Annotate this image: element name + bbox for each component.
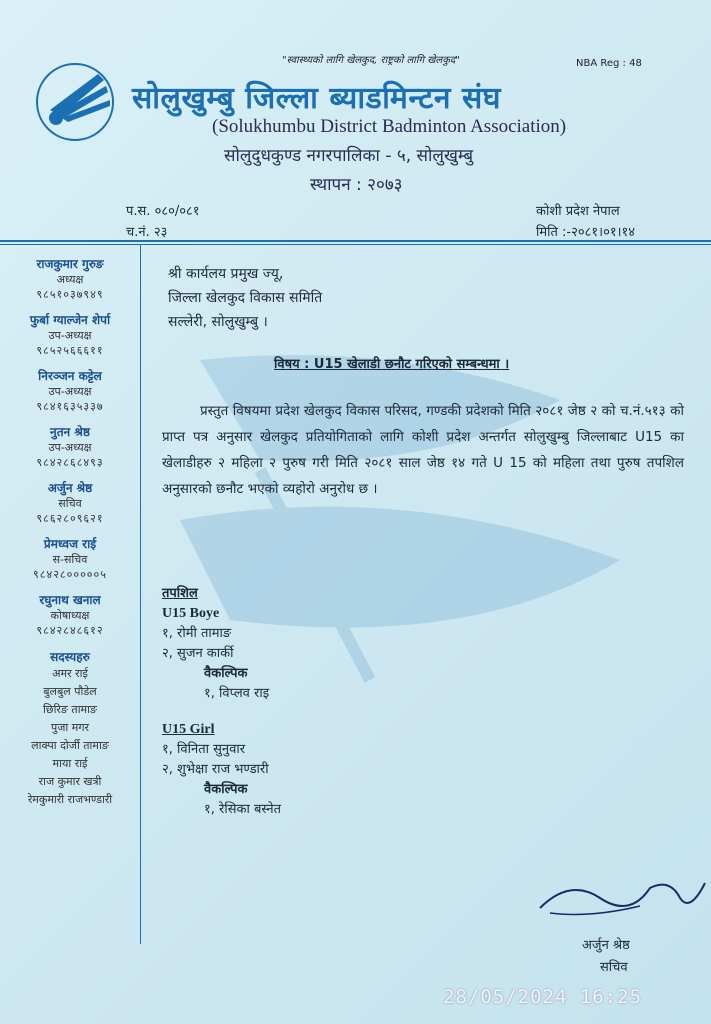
player-item: १, विनिता सुनुवार [162, 742, 246, 757]
member-name: अर्जुन श्रेष्ठ [47, 481, 93, 495]
alternate-label: वैकल्पिक [204, 782, 248, 797]
member-name: राजकुमार गुरुङ [36, 257, 104, 271]
member-name: प्रेमध्वज राई [43, 537, 97, 551]
member-list-item: अमर राई [52, 667, 88, 680]
association-title-nepali: सोलुखुम्बु जिल्ला ब्याडमिन्टन संघ [132, 81, 501, 116]
handwritten-signature [530, 868, 710, 928]
member-phone: ९८६२८०९६२१ [36, 512, 104, 525]
member-role: सचिव [58, 497, 82, 510]
details-heading: तपशिल [162, 586, 198, 601]
member-name: रघुनाथ खनाल [39, 593, 101, 607]
member-list-item: छिरिङ तामाङ [43, 703, 97, 716]
sidebar-divider [140, 244, 141, 944]
member-entry [0, 255, 140, 302]
member-role: अध्यक्ष [56, 273, 84, 286]
signatory-role: सचिव [600, 960, 628, 975]
member-list-item: राज कुमार खत्री [38, 775, 102, 788]
shuttlecock-logo-icon [20, 60, 130, 142]
established-year: स्थापन : २०७३ [310, 175, 403, 195]
member-entry [0, 479, 140, 526]
alternate-label: वैकल्पिक [204, 666, 248, 681]
member-phone: ९८४२८०००००५ [33, 568, 107, 581]
letter-subject: विषय : U15 खेलाडी छनौट गरिएको सम्बन्धमा । [274, 357, 510, 372]
address: सोलुदुधकुण्ड नगरपालिका - ५, सोलुखुम्बु [224, 146, 474, 166]
recipient-block [168, 262, 322, 334]
member-list-item: पुजा मगर [50, 721, 90, 734]
member-name: निरञ्जन कट्टेल [38, 369, 102, 383]
members-heading: सदस्यहरु [50, 650, 90, 664]
letter-date: मिति :-२०८१।०१।१४ [536, 225, 636, 240]
letter-body: प्रस्तुत विषयमा प्रदेश खेलकुद विकास परिसद, गण्डकी प्रदेशको मिति २०८१ जेष्ठ २ को च.नं.५१३ को प्राप्त पत्र अनुसार खेलकुद प्रतियोगिताको लागि कोशी प्रदेश अन्तर्गत सोलुखुम्बु जिल्लाबाट U15 का खेलाडीहरु २ महिला २ पुरुष गरी मिति २०८१ साल जेष्ठ १४ गते U 15 को महिला तथा पुरुष तपशिल अनुसारको छनौट भएको व्यहोरो अनुरोध छ । [162, 403, 684, 497]
player-item: २, सुजन कार्की [162, 646, 234, 661]
member-list-item: बुलबुल पौडेल [43, 685, 97, 698]
member-role: उप-अध्यक्ष [48, 385, 92, 398]
signatory-name: अर्जुन श्रेष्ठ [582, 938, 630, 953]
member-entry [0, 535, 140, 582]
member-list-item: माया राई [52, 757, 88, 770]
committee-sidebar [0, 255, 140, 809]
alternate-player-item: १, रेसिका बस्नेत [204, 802, 281, 817]
registration-number: NBA Reg : 48 [576, 58, 642, 69]
member-list-item: लाक्पा दोर्जी तामाङ [31, 739, 109, 752]
header-divider [0, 240, 711, 242]
member-entry [0, 423, 140, 470]
member-phone: ९८४२८४८६१२ [36, 624, 104, 637]
member-entry [0, 367, 140, 414]
member-role: उप-अध्यक्ष [48, 329, 92, 342]
member-phone: ९८५२५६६६११ [36, 344, 104, 357]
member-name: फुर्बा ग्याल्जेन शेर्पा [29, 313, 111, 327]
recipient-line: जिल्ला खेलकुद विकास समिति [168, 290, 323, 306]
player-item: १, रोमी तामाङ [162, 626, 232, 641]
member-phone: ९८५१०३७९४९ [36, 288, 104, 301]
member-entry [0, 591, 140, 638]
member-list-item: रेमकुमारी राजभण्डारी [27, 793, 113, 806]
member-phone: ९८४२८६८४९३ [36, 456, 104, 469]
member-name: नुतन श्रेष्ठ [50, 425, 90, 439]
alternate-player-item: १, विप्लव राइ [204, 686, 270, 701]
slogan: "स्वास्थ्यको लागि खेलकुद, राष्ट्रको लागि खेलकुद" [282, 55, 460, 66]
girls-group-label: U15 Girl [162, 722, 215, 737]
header-divider-thin [0, 244, 711, 245]
member-phone: ९८४१६३५३३७ [36, 400, 104, 413]
association-title-english: (Solukhumbu District Badminton Association) [212, 116, 567, 137]
player-item: २, शुभेक्षा राज भण्डारी [162, 762, 269, 777]
member-entry [0, 311, 140, 358]
member-role: उप-अध्यक्ष [48, 441, 92, 454]
reference-ps: प.स. ०८०/०८१ [126, 204, 200, 219]
province: कोशी प्रदेश नेपाल [536, 204, 620, 219]
member-role: कोषाध्यक्ष [50, 609, 90, 622]
photo-timestamp: 28/05/2024 16:25 [443, 986, 643, 1008]
boys-group-label: U15 Boye [162, 606, 220, 621]
recipient-line: श्री कार्यलय प्रमुख ज्यू, [168, 266, 284, 282]
reference-chn: च.नं. २३ [126, 225, 168, 240]
member-role: स-सचिव [52, 553, 88, 566]
details-section [162, 584, 281, 820]
recipient-line: सल्लेरी, सोलुखुम्बु । [168, 314, 268, 330]
